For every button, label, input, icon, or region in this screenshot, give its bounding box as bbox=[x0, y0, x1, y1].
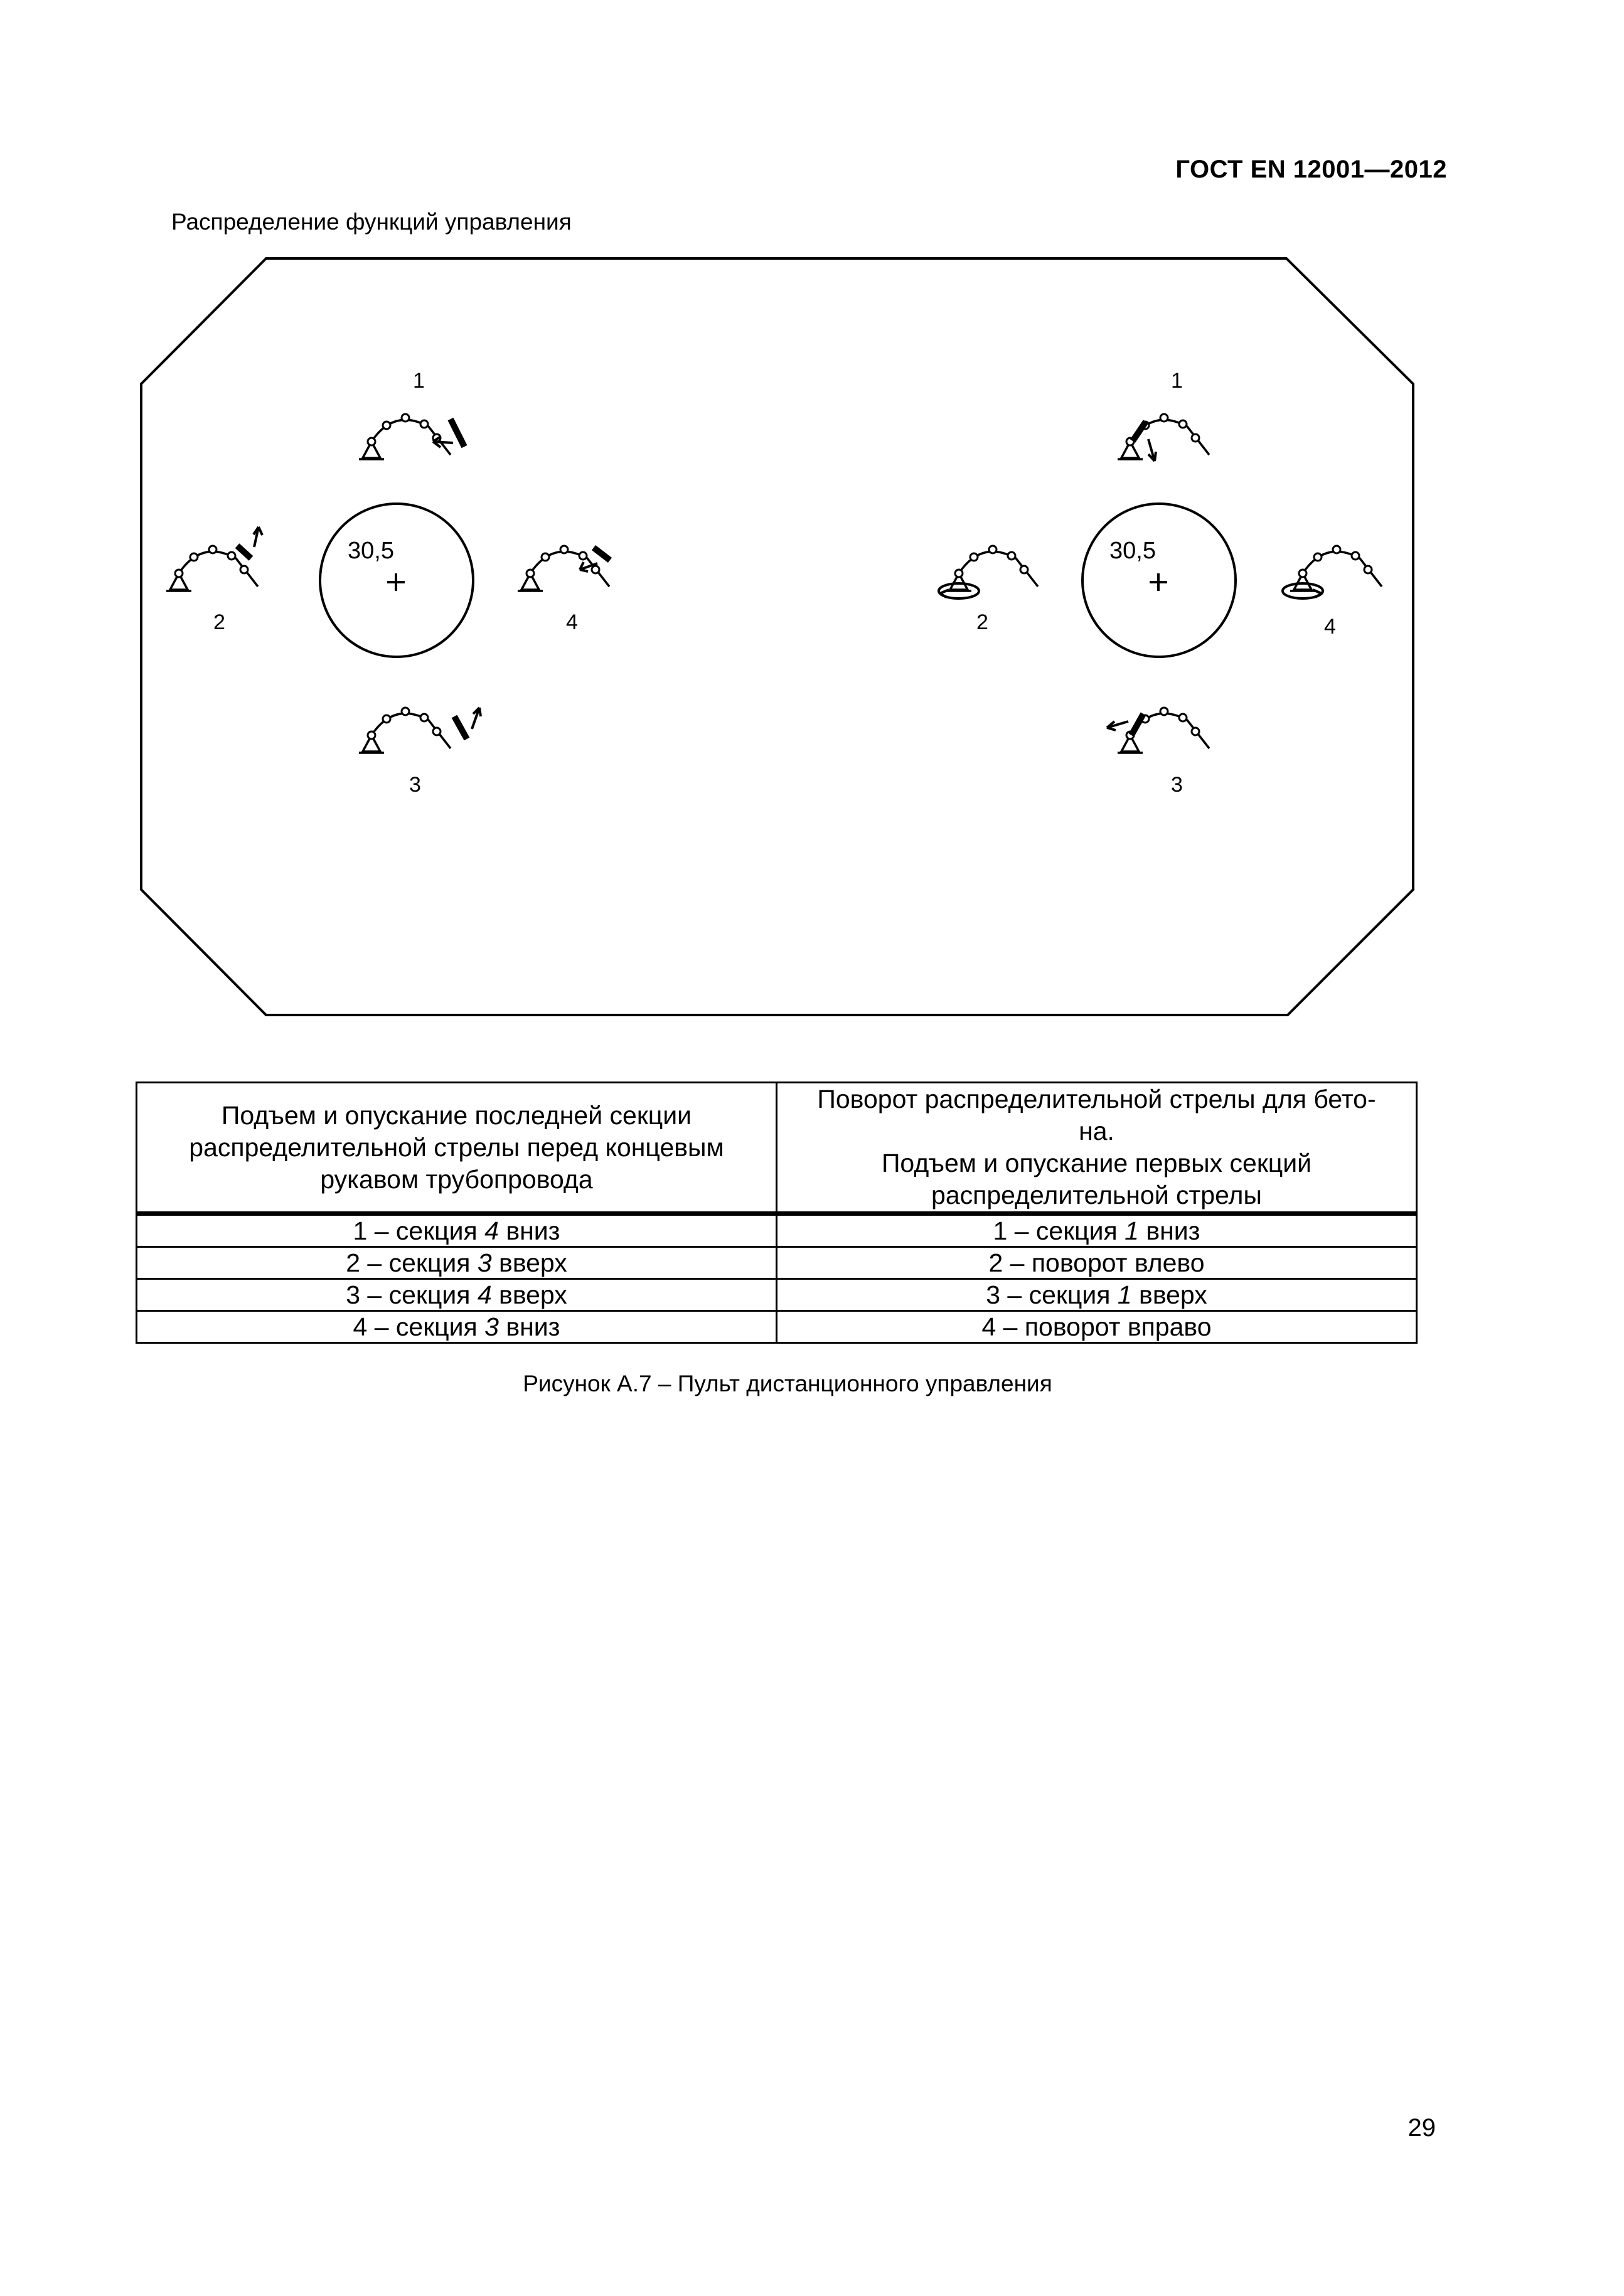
left-pos3-label: 3 bbox=[409, 773, 421, 797]
left-pos3-symbol bbox=[359, 708, 481, 797]
right-pos1-symbol bbox=[1118, 369, 1209, 461]
left-pos1-label: 1 bbox=[413, 369, 425, 393]
header-right bbox=[777, 1083, 1417, 1214]
joystick-value: 30,5 bbox=[1109, 538, 1156, 564]
right-pos1-label: 1 bbox=[1171, 369, 1183, 393]
section-number: 1 bbox=[1117, 1280, 1132, 1309]
row-left-cell: 4 – секция 3 вниз bbox=[137, 1311, 777, 1343]
control-panel-outline bbox=[141, 258, 1413, 1015]
row-right-cell: 2 – поворот влево bbox=[777, 1247, 1417, 1279]
figure-top-caption: Распределение функций управления bbox=[171, 209, 572, 235]
standard-designation: ГОСТ EN 12001—2012 bbox=[1175, 156, 1447, 183]
left-pos4-symbol bbox=[518, 546, 610, 634]
header-right-line2: на. bbox=[1079, 1117, 1114, 1145]
right-pos3-label: 3 bbox=[1171, 773, 1183, 797]
section-number: 4 bbox=[477, 1280, 492, 1309]
header-left-text: Подъем и опускание последней секции распределительной стрелы перед концевым рукавом трубопровода bbox=[189, 1100, 724, 1194]
left-pos2-symbol bbox=[166, 527, 262, 634]
figure-caption: Рисунок А.7 – Пульт дистанционного управления bbox=[523, 1371, 1052, 1396]
section-number: 4 bbox=[484, 1216, 499, 1245]
joystick-value: 30,5 bbox=[348, 538, 394, 564]
table-row bbox=[137, 1279, 1417, 1311]
section-number: 1 bbox=[1125, 1216, 1139, 1245]
right-pos4-symbol bbox=[1283, 546, 1382, 639]
header-left bbox=[137, 1083, 777, 1214]
row-left-cell: 1 – секция 4 вниз bbox=[137, 1214, 777, 1247]
header-right-line1: Поворот распределительной стрелы для бето- bbox=[817, 1085, 1376, 1113]
left-pos4-label: 4 bbox=[566, 610, 578, 634]
right-joystick bbox=[1082, 504, 1236, 657]
row-left-cell: 3 – секция 4 вверх bbox=[137, 1279, 777, 1311]
row-right-cell: 3 – секция 1 вверх bbox=[777, 1279, 1417, 1311]
section-number: 3 bbox=[484, 1312, 499, 1341]
right-pos4-label: 4 bbox=[1324, 615, 1336, 639]
right-pos3-symbol bbox=[1107, 708, 1209, 797]
right-pos2-symbol bbox=[939, 546, 1038, 634]
section-number: 3 bbox=[477, 1248, 492, 1277]
table-row bbox=[137, 1247, 1417, 1279]
table-row bbox=[137, 1311, 1417, 1343]
row-right-cell: 4 – поворот вправо bbox=[777, 1311, 1417, 1343]
row-right-cell: 1 – секция 1 вниз bbox=[777, 1214, 1417, 1247]
table-row bbox=[137, 1214, 1417, 1247]
page-number: 29 bbox=[1408, 2114, 1436, 2142]
right-pos2-label: 2 bbox=[976, 610, 988, 634]
control-functions-table bbox=[136, 1082, 1418, 1344]
remote-control-diagram bbox=[0, 0, 1624, 1066]
left-joystick bbox=[320, 504, 473, 657]
table-header-row bbox=[137, 1083, 1417, 1214]
left-pos1-symbol bbox=[359, 369, 464, 459]
left-pos2-label: 2 bbox=[213, 610, 225, 634]
row-left-cell: 2 – секция 3 вверх bbox=[137, 1247, 777, 1279]
header-right-line3: Подъем и опускание первых секций распределительной стрелы bbox=[881, 1149, 1312, 1209]
